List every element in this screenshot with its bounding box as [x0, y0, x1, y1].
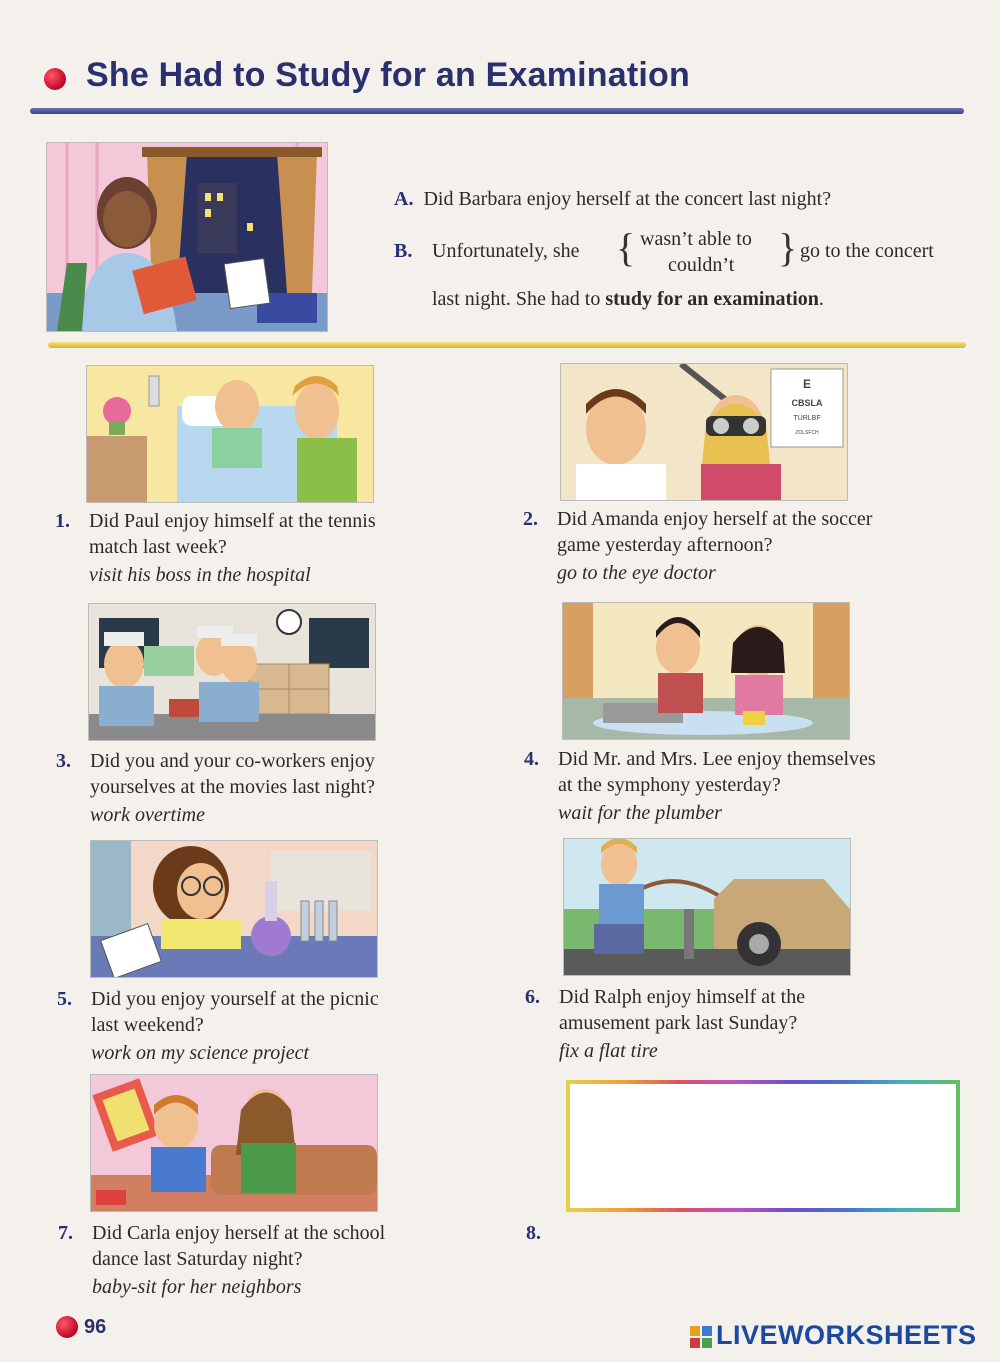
- illustration-baby-sit: [90, 1074, 378, 1212]
- exercise-question-line1: Did you and your co-workers enjoy: [90, 750, 375, 772]
- exercise-cue: work overtime: [90, 804, 205, 826]
- exercise-5: [57, 986, 477, 1066]
- illustration-factory: [88, 603, 376, 741]
- exercise-question-line2: dance last Saturday night?: [92, 1248, 303, 1270]
- page-number: 96: [84, 1316, 107, 1338]
- exercise-question-line2: yourselves at the movies last night?: [90, 776, 375, 798]
- model-line-a: [394, 186, 974, 213]
- exercise-number: 5.: [57, 988, 72, 1010]
- exercise-cue: fix a flat tire: [559, 1040, 658, 1062]
- model-line-b: [394, 226, 974, 278]
- eye-chart-row-3: TURLBF: [793, 415, 821, 422]
- model-text-b2-end: .: [818, 288, 824, 310]
- eye-chart-row-2: CBSLA: [791, 398, 823, 408]
- model-text-b-pre: Unfortunately, she: [432, 240, 580, 262]
- exercise-number: 8.: [526, 1222, 541, 1244]
- exercise-question-line1: Did you enjoy yourself at the picnic: [91, 988, 379, 1010]
- section-rule: [48, 342, 966, 348]
- exercise-number: 1.: [55, 510, 70, 532]
- illustration-hospital: [86, 365, 374, 503]
- illustration-studying: [46, 142, 328, 332]
- exercise-question-line2: last weekend?: [91, 1014, 204, 1036]
- exercise-6: [525, 984, 945, 1064]
- page-number-bullet-icon: [56, 1316, 78, 1338]
- exercise-cue: wait for the plumber: [558, 802, 722, 824]
- model-text-b2-bold: study for an examination: [605, 288, 819, 310]
- exercise-cue: go to the eye doctor: [557, 562, 716, 584]
- exercise-2: [523, 506, 943, 586]
- exercise-cue: baby-sit for her neighbors: [92, 1276, 302, 1298]
- exercise-question-line1: Did Paul enjoy himself at the tennis: [89, 510, 376, 532]
- exercise-question-line2: amusement park last Sunday?: [559, 1012, 798, 1034]
- title-rule: [30, 108, 964, 114]
- eye-chart-row-4: ZOLSFCH: [795, 430, 819, 436]
- exercise-number: 3.: [56, 750, 71, 772]
- exercise-question-line1: Did Mr. and Mrs. Lee enjoy themselves: [558, 748, 876, 770]
- exercise-question-line2: game yesterday afternoon?: [557, 534, 773, 556]
- model-line-b2: [432, 286, 992, 313]
- brand-watermark: [690, 1320, 977, 1351]
- exercise-question-line2: at the symphony yesterday?: [558, 774, 781, 796]
- model-label-a: A.: [394, 188, 414, 210]
- model-label-b: B.: [394, 240, 413, 262]
- model-option-2: couldn’t: [668, 254, 735, 276]
- exercise-cue: work on my science project: [91, 1042, 310, 1064]
- model-text-b2: last night. She had to: [432, 288, 606, 310]
- model-text-a: Did Barbara enjoy herself at the concert last night?: [423, 188, 832, 210]
- right-brace: }: [778, 225, 798, 270]
- exercise-1: [55, 508, 475, 588]
- exercise-8-answer-box[interactable]: [566, 1080, 960, 1212]
- exercise-number: 7.: [58, 1222, 73, 1244]
- page-title: She Had to Study for an Examination: [86, 56, 690, 94]
- exercise-question-line2: match last week?: [89, 536, 227, 558]
- exercise-question-line1: Did Carla enjoy herself at the school: [92, 1222, 386, 1244]
- exercise-question-line1: Did Ralph enjoy himself at the: [559, 986, 806, 1008]
- eye-chart-row-1: E: [802, 377, 812, 391]
- model-option-1: wasn’t able to: [640, 228, 752, 250]
- brand-logo-icon: [690, 1326, 712, 1348]
- illustration-plumber: [562, 602, 850, 740]
- illustration-eye-doctor: [560, 363, 848, 501]
- illustration-science-project: [90, 840, 378, 978]
- exercise-number: 4.: [524, 748, 539, 770]
- exercise-3: [56, 748, 476, 828]
- title-bullet-icon: [44, 68, 66, 90]
- model-text-b-post: go to the concert: [800, 240, 934, 262]
- brand-name: LIVEWORKSHEETS: [716, 1320, 977, 1350]
- exercise-number: 2.: [523, 508, 538, 530]
- left-brace: {: [616, 225, 636, 270]
- exercise-7: [58, 1220, 478, 1300]
- illustration-flat-tire: [563, 838, 851, 976]
- exercise-cue: visit his boss in the hospital: [89, 564, 311, 586]
- exercise-4: [524, 746, 944, 826]
- exercise-question-line1: Did Amanda enjoy herself at the soccer: [557, 508, 873, 530]
- exercise-number: 6.: [525, 986, 540, 1008]
